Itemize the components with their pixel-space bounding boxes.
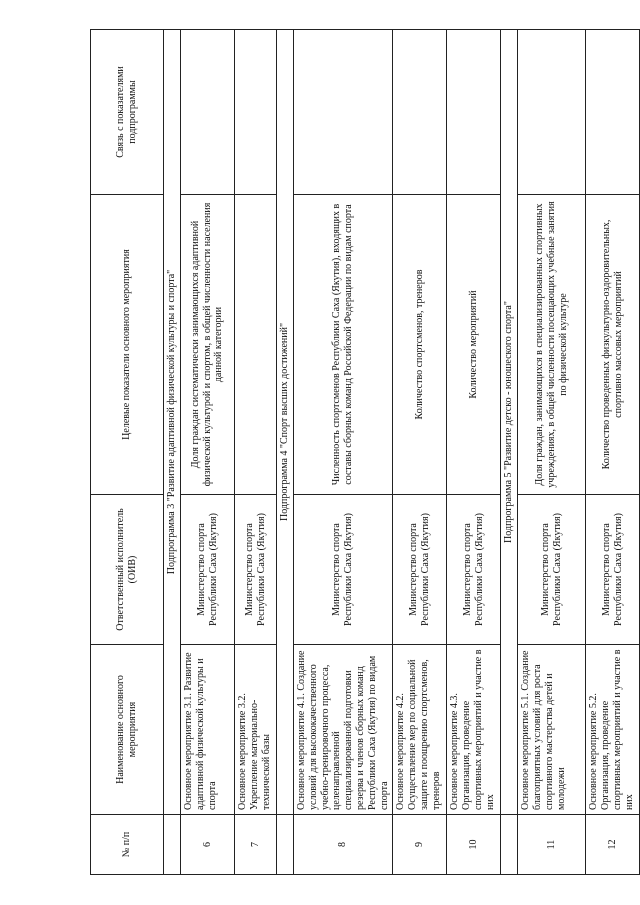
subprogram-3-title: Подпрограмма 3 "Развитие адаптивной физической культуры и спорта" xyxy=(164,30,181,815)
row-indicator: Количество спортсменов, тренеров xyxy=(393,195,447,495)
row-num: 7 xyxy=(235,815,277,875)
row-executor: Министерство спорта Республики Саха (Якутия) xyxy=(518,495,586,645)
row-link xyxy=(235,30,277,195)
row-name: Основное мероприятие 5.1. Создание благоприятных условий для роста спортивного мастерства детей и молодежи xyxy=(518,645,586,815)
row-link xyxy=(447,30,501,195)
row-link xyxy=(393,30,447,195)
row-executor: Министерство спорта Республики Саха (Якутия) xyxy=(586,495,640,645)
row-link xyxy=(294,30,393,195)
row-link xyxy=(518,30,586,195)
row-executor: Министерство спорта Республики Саха (Якутия) xyxy=(393,495,447,645)
row-link xyxy=(181,30,235,195)
header-name: Наименование основного мероприятия xyxy=(91,645,164,815)
subprogram-row xyxy=(164,30,181,875)
row-executor: Министерство спорта Республики Саха (Якутия) xyxy=(294,495,393,645)
row-name: Основное мероприятие 3.2. Укрепление материально-технической базы xyxy=(235,645,277,815)
table-row xyxy=(586,30,640,875)
table-row xyxy=(181,30,235,875)
row-name: Основное мероприятие 4.3. Организация, проведение спортивных мероприятий и участие в них xyxy=(447,645,501,815)
subprogram-4-title: Подпрограмма 4 "Спорт высших достижений" xyxy=(277,30,294,815)
subprogram-4-num xyxy=(277,815,294,875)
row-indicator: Количество проведенных физкультурно-оздоровительных, спортивно массовых мероприятий xyxy=(586,195,640,495)
row-name: Основное мероприятие 4.2. Осуществление мер по социальной защите и поощрению спортсменов, тренеров xyxy=(393,645,447,815)
table-row xyxy=(294,30,393,875)
row-num: 10 xyxy=(447,815,501,875)
header-executor: Ответственный исполнитель (ОИВ) xyxy=(91,495,164,645)
row-name: Основное мероприятие 4.1. Создание условий для высококачественного учебно-тренировочного процесса, целенаправленной специализированной подготовки резерва и членов сборных команд Республики Саха (Якутия) по видам спорта xyxy=(294,645,393,815)
row-link xyxy=(586,30,640,195)
subprogram-row xyxy=(277,30,294,875)
row-executor: Министерство спорта Республики Саха (Якутия) xyxy=(447,495,501,645)
header-indicators: Целевые показатели основного мероприятия xyxy=(91,195,164,495)
row-indicator: Численность спортсменов Республики Саха (Якутия), входящих в составы сборных команд Российской Федерации по видам спорта xyxy=(294,195,393,495)
subprogram-5-title: Подпрограмма 5 "Развитие детско - юношеского спорта" xyxy=(501,30,518,815)
row-name: Основное мероприятие 5.2. Организация, проведение спортивных мероприятий и участие в них xyxy=(586,645,640,815)
row-indicator: Количество мероприятий xyxy=(447,195,501,495)
table-row xyxy=(447,30,501,875)
row-num: 12 xyxy=(586,815,640,875)
row-num: 9 xyxy=(393,815,447,875)
subprogram-3-num xyxy=(164,815,181,875)
row-indicator xyxy=(235,195,277,495)
row-indicator: Доля граждан систематически занимающихся адаптивной физической культурой и спортом, в общей численности населения данной категории xyxy=(181,195,235,495)
measures-table xyxy=(90,29,640,875)
row-num: 6 xyxy=(181,815,235,875)
subprogram-5-num xyxy=(501,815,518,875)
header-num: № п/п xyxy=(91,815,164,875)
table-row xyxy=(393,30,447,875)
row-name: Основное мероприятие 3.1. Развитие адаптивной физической культуры и спорта xyxy=(181,645,235,815)
row-indicator: Доля граждан, занимающихся в специализированных спортивных учреждениях, в общей численности посещающих учебные занятия по физической культуре xyxy=(518,195,586,495)
row-num: 8 xyxy=(294,815,393,875)
header-row xyxy=(91,30,164,875)
subprogram-row xyxy=(501,30,518,875)
table-row xyxy=(235,30,277,875)
table-row xyxy=(518,30,586,875)
row-num: 11 xyxy=(518,815,586,875)
row-executor: Министерство спорта Республики Саха (Якутия) xyxy=(235,495,277,645)
header-link: Связь с показателями подпрограммы xyxy=(91,30,164,195)
row-executor: Министерство спорта Республики Саха (Якутия) xyxy=(181,495,235,645)
